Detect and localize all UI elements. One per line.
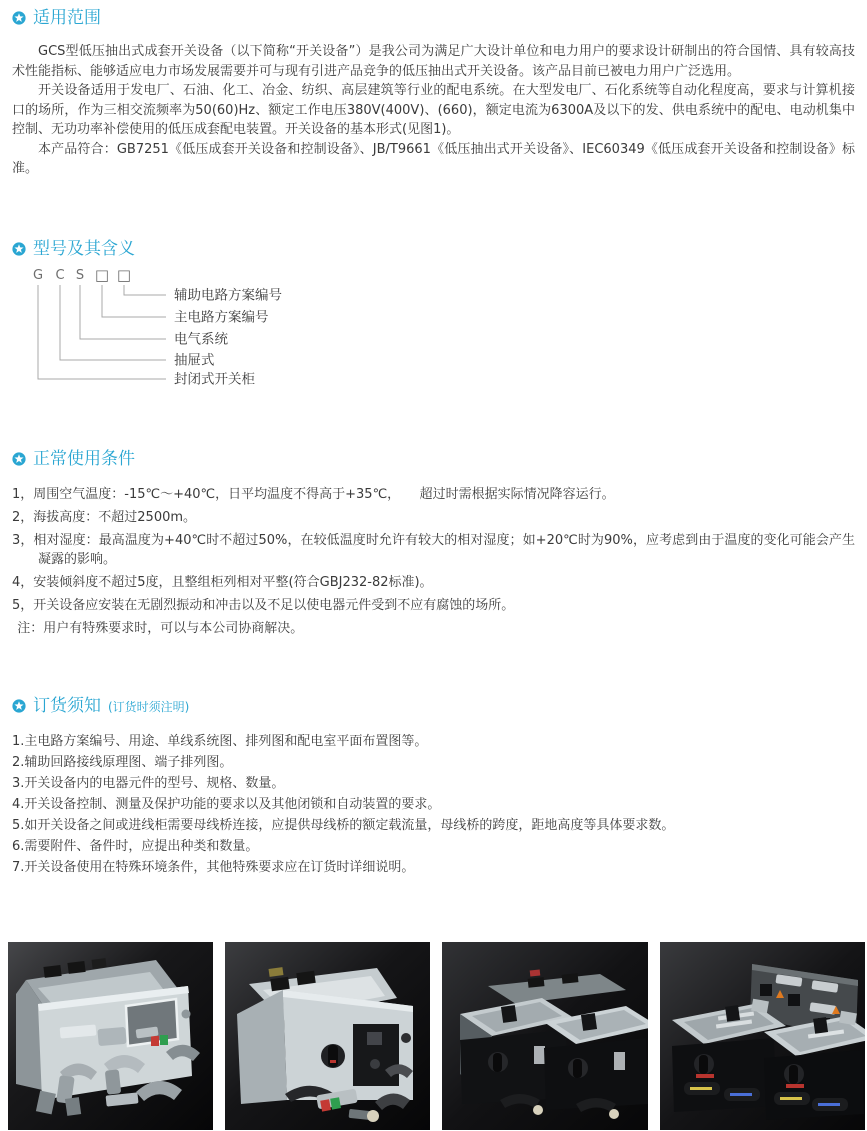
section-title-scope [12, 8, 855, 28]
section-subtitle: (订货时须注明) [108, 699, 190, 714]
list-item: 6.需要附件、备件时，应提出种类和数量。 [12, 838, 259, 854]
list-item: 2.辅助回路接线原理图、端子排列图。 [12, 754, 233, 770]
section-title-text: 型号及其含义 [33, 238, 135, 259]
model-code-char: S [75, 267, 85, 283]
star-circle-icon [12, 699, 26, 713]
paragraph: 本产品符合：GB7251《低压成套开关设备和控制设备》、JB/T9661《低压抽出式开关设备》、IEC60349《低压成套开关设备和控制设备》标准。 [12, 141, 855, 176]
section-title-ordering [12, 695, 855, 717]
model-label: 辅助电路方案编号 [174, 287, 282, 303]
list-item: 4，安装倾斜度不超过5度，且整组柜列相对平整(符合GBJ232-82标准)。 [12, 575, 433, 590]
product-photo-units-with-connector-panel [660, 942, 865, 1130]
conditions-list [12, 485, 855, 639]
model-label: 主电路方案编号 [174, 309, 269, 325]
list-item: 1，周围空气温度：-15℃～+40℃，日平均温度不得高于+35℃， 超过时需根据实际情况降容运行。 [12, 486, 615, 502]
model-label: 电气系统 [174, 331, 228, 347]
section-title-text: 适用范围 [33, 8, 101, 28]
model-code-diagram [18, 265, 578, 397]
ordering-list [12, 731, 855, 878]
star-circle-icon [12, 11, 26, 25]
paragraph: 开关设备适用于发电厂、石油、化工、冶金、纺织、高层建筑等行业的配电系统。在大型发电厂、石化系统等自动化程度高，要求与计算机接口的场所，作为三相交流频率为50(60)Hz、额定工作电压380V(400V)、(660)，额定电流为6300A及以下的发、供电系统中的配电、电动机集中控制、无功功率补偿使用的低压成套配电装置。开关设备的基本形式(见图1)。 [12, 83, 855, 137]
list-item: 2，海拔高度：不超过2500m。 [12, 509, 197, 525]
list-item: 3.开关设备内的电器元件的型号、规格、数量。 [12, 775, 285, 791]
section-title-conditions [12, 449, 855, 469]
product-photo-drawer-unit-switch-panel [225, 942, 430, 1130]
product-photo-strip [8, 942, 863, 1130]
product-photo-drawer-unit-accessories [8, 942, 213, 1130]
star-circle-icon [12, 242, 26, 256]
list-item: 5，开关设备应安装在无剧烈振动和冲击以及不足以使电器元件受到不应有腐蚀的场所。 [12, 598, 515, 613]
model-code-char: G [32, 267, 44, 283]
model-code-box: □ [94, 265, 110, 284]
section-title-text: 正常使用条件 [33, 448, 135, 469]
list-item: 3，相对湿度：最高温度为+40℃时不超过50%，在较低温度时允许有较大的相对湿度；如+20℃时为90%，应考虑到由于温度的变化可能会产生凝露的影响。 [12, 532, 855, 567]
conditions-note: 注：用户有特殊要求时，可以与本公司协商解决。 [17, 621, 304, 636]
scope-paragraphs [12, 42, 855, 179]
diagram-connector-lines [38, 285, 166, 379]
paragraph: GCS型低压抽出式成套开关设备（以下简称“开关设备”）是我公司为满足广大设计单位和电力用户的要求设计研制出的符合国情、具有较高技术性能指标、能够适应电力市场发展需要并可与现有引进产品竞争的低压抽出式开关设备。该产品目前已被电力用户广泛选用。 [12, 44, 855, 79]
section-model [12, 239, 855, 397]
list-item: 1.主电路方案编号、用途、单线系统图、排列图和配电室平面布置图等。 [12, 733, 428, 749]
section-conditions [12, 449, 855, 639]
model-code-char: C [55, 267, 65, 283]
model-code-box: □ [116, 265, 132, 284]
list-item: 7.开关设备使用在特殊环境条件，其他特殊要求应在订货时详细说明。 [12, 859, 415, 875]
section-ordering [12, 695, 855, 878]
section-scope [12, 8, 855, 179]
product-photo-two-drawer-units [442, 942, 648, 1130]
list-item: 4.开关设备控制、测量及保护功能的要求以及其他闭锁和自动装置的要求。 [12, 796, 441, 812]
section-title-text: 订货须知 [33, 695, 101, 716]
section-title-model [12, 239, 855, 259]
star-circle-icon [12, 452, 26, 466]
model-label: 封闭式开关柜 [174, 371, 255, 387]
list-item: 5.如开关设备之间或进线柜需要母线桥连接，应提供母线桥的额定载流量，母线桥的跨度，距地高度等具体要求数。 [12, 817, 675, 833]
model-label: 抽屉式 [174, 352, 215, 368]
